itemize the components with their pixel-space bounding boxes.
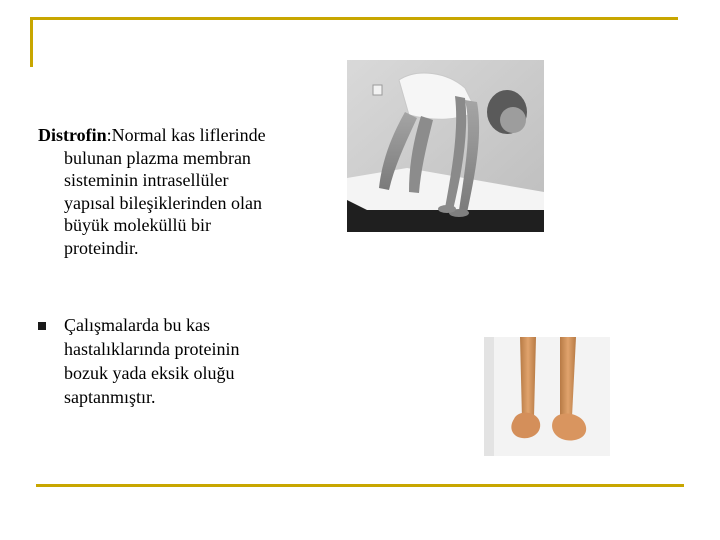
definition-line-1	[38, 124, 348, 147]
definition-line-6: proteindir.	[64, 237, 139, 258]
left-decorative-rule	[30, 17, 33, 67]
definition-line-2: bulunan plazma membran	[64, 147, 251, 168]
top-decorative-rule	[30, 17, 678, 20]
bullet-line-2: hastalıklarında proteinin	[64, 339, 240, 359]
bullet-paragraph	[64, 313, 324, 409]
definition-line-3: sisteminin intrasellüler	[64, 170, 229, 190]
definition-term: Distrofin	[38, 125, 107, 145]
definition-line-4: yapısal bileşiklerinden olan	[64, 192, 262, 213]
feet-photo	[484, 337, 610, 456]
bullet-line-3: bozuk yada eksik oluğu	[64, 363, 235, 383]
bullet-line-1: Çalışmalarda bu kas	[64, 315, 210, 335]
gower-sign-photo	[347, 60, 544, 232]
bullet-line-4: saptanmıştır.	[64, 387, 156, 407]
definition-line-5: büyük moleküllü bir	[64, 215, 211, 235]
definition-line-1-rest: :Normal kas liflerinde	[106, 125, 266, 145]
bottom-decorative-rule	[36, 484, 684, 487]
gower-sign-illustration	[347, 60, 544, 232]
square-bullet-icon	[38, 322, 46, 330]
feet-illustration	[484, 337, 610, 456]
definition-paragraph	[38, 124, 348, 259]
